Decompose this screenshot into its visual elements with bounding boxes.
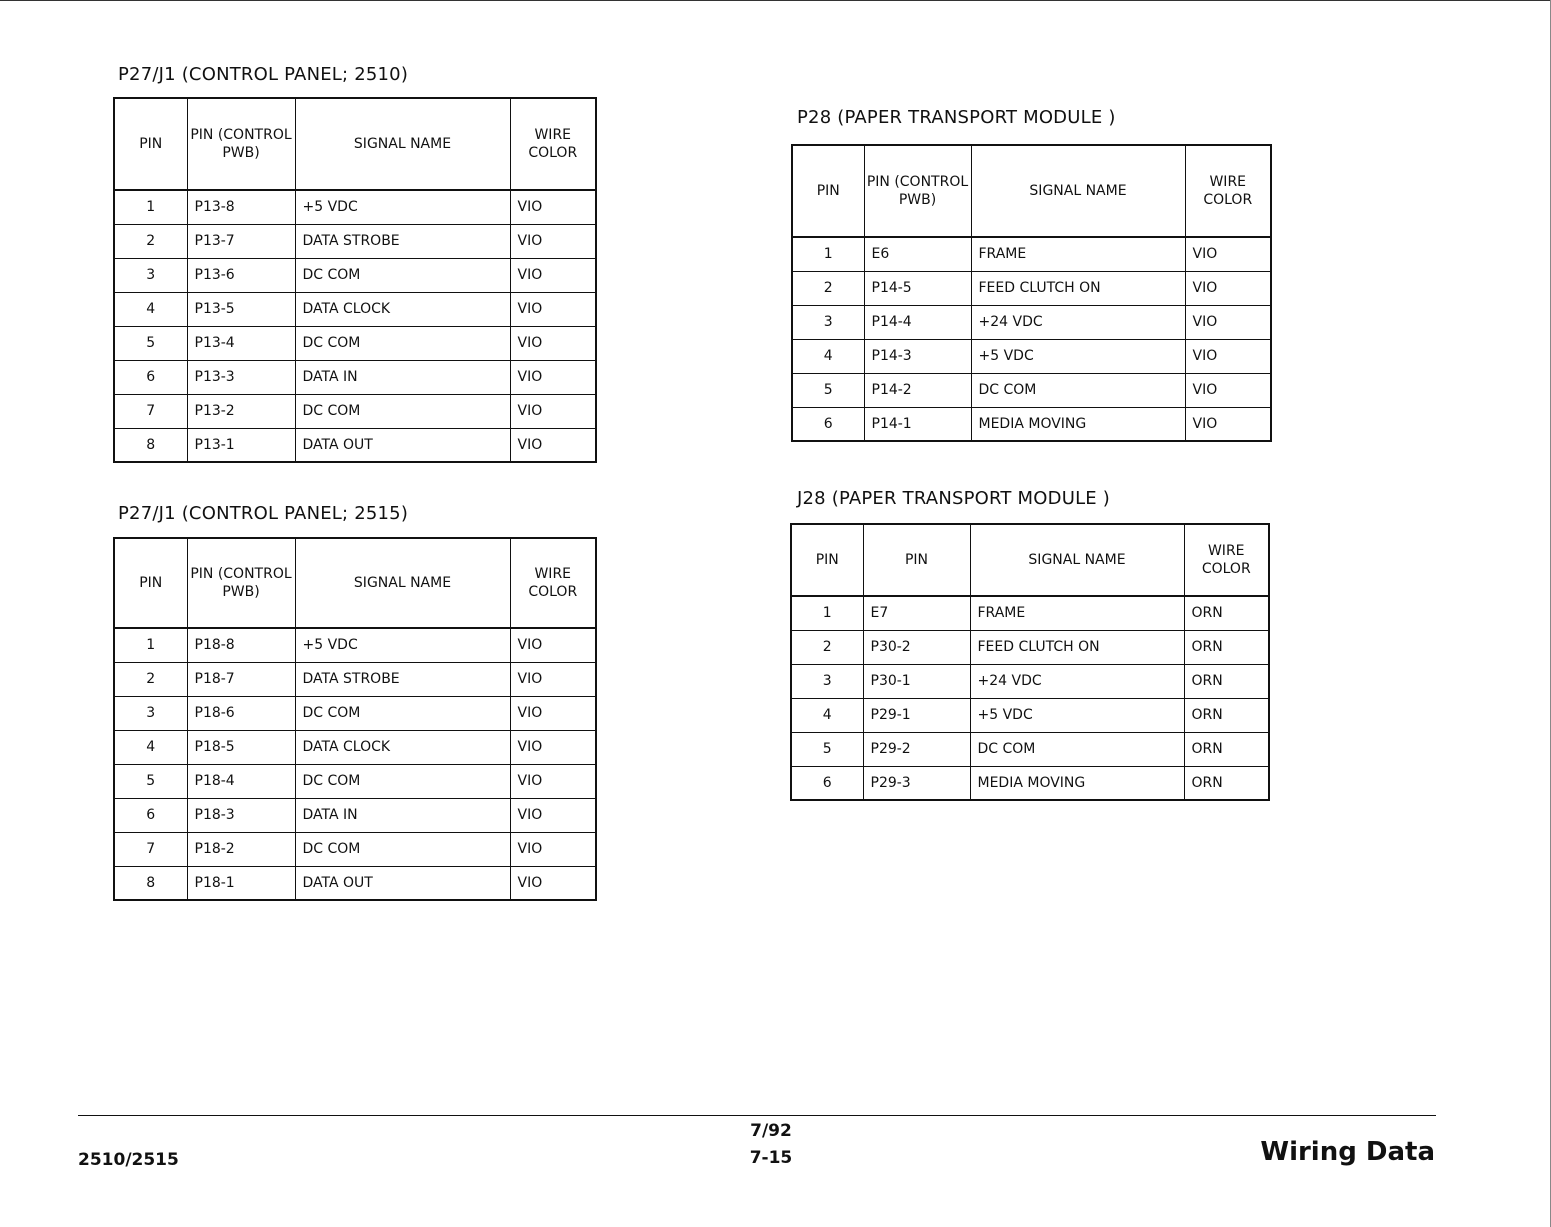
control-pin-cell: P13-3 xyxy=(187,360,295,394)
header-control-pin: PIN (CONTROL PWB) xyxy=(187,98,295,190)
control-pin-cell: P18-3 xyxy=(187,798,295,832)
wire-color-cell: VIO xyxy=(510,730,596,764)
header-signal-name: SIGNAL NAME xyxy=(971,145,1185,237)
pin-cell: 1 xyxy=(114,190,187,224)
header-wire-color: WIRE COLOR xyxy=(1185,145,1271,237)
header-wire-color: WIRE COLOR xyxy=(510,538,596,628)
pin-cell: 6 xyxy=(791,766,863,800)
control-pin-cell: P14-1 xyxy=(864,407,971,441)
wire-color-cell: ORN xyxy=(1184,630,1269,664)
header-signal-name: SIGNAL NAME xyxy=(295,538,510,628)
wire-color-cell: VIO xyxy=(510,866,596,900)
table-row xyxy=(792,373,1271,407)
pin-cell: 1 xyxy=(114,628,187,662)
control-pin-cell: P18-8 xyxy=(187,628,295,662)
control-pin-cell: P14-2 xyxy=(864,373,971,407)
pin-cell: 8 xyxy=(114,428,187,462)
table-row xyxy=(792,271,1271,305)
wire-color-cell: VIO xyxy=(510,326,596,360)
header-signal-name: SIGNAL NAME xyxy=(295,98,510,190)
wire-color-cell: VIO xyxy=(1185,339,1271,373)
wiring-table-j28 xyxy=(790,523,1270,801)
table-row xyxy=(114,764,596,798)
wire-color-cell: VIO xyxy=(1185,271,1271,305)
pin-cell: 4 xyxy=(114,292,187,326)
wire-color-cell: ORN xyxy=(1184,732,1269,766)
signal-name-cell: DATA CLOCK xyxy=(295,292,510,326)
table-row xyxy=(114,832,596,866)
wire-color-cell: ORN xyxy=(1184,698,1269,732)
table-row xyxy=(791,596,1269,630)
header-pin-2: PIN xyxy=(863,524,970,596)
control-pin-cell: P18-1 xyxy=(187,866,295,900)
signal-name-cell: DATA STROBE xyxy=(295,224,510,258)
signal-name-cell: DATA OUT xyxy=(295,428,510,462)
header-control-pin: PIN (CONTROL PWB) xyxy=(187,538,295,628)
control-pin-cell: P13-6 xyxy=(187,258,295,292)
table-row xyxy=(792,407,1271,441)
header-wire-color: WIRE COLOR xyxy=(510,98,596,190)
signal-name-cell: DATA IN xyxy=(295,798,510,832)
table-title-p27-2515: P27/J1 (CONTROL PANEL; 2515) xyxy=(118,503,409,524)
table-row xyxy=(114,866,596,900)
control-pin-cell: P14-5 xyxy=(864,271,971,305)
control-pin-cell: P18-6 xyxy=(187,696,295,730)
signal-name-cell: FRAME xyxy=(970,596,1184,630)
signal-name-cell: DC COM xyxy=(295,764,510,798)
control-pin-cell: P13-4 xyxy=(187,326,295,360)
wire-color-cell: ORN xyxy=(1184,766,1269,800)
footer-page-number: 7-15 xyxy=(749,1148,793,1168)
control-pin-cell: P29-2 xyxy=(863,732,970,766)
footer-date: 7/92 xyxy=(750,1121,792,1141)
pin-cell: 5 xyxy=(792,373,864,407)
signal-name-cell: DATA STROBE xyxy=(295,662,510,696)
table-row xyxy=(114,326,596,360)
table-row xyxy=(114,190,596,224)
control-pin-cell: P18-5 xyxy=(187,730,295,764)
wire-color-cell: VIO xyxy=(510,360,596,394)
pin-cell: 6 xyxy=(114,360,187,394)
pin-cell: 2 xyxy=(114,662,187,696)
signal-name-cell: +5 VDC xyxy=(970,698,1184,732)
footer-model-number: 2510/2515 xyxy=(78,1150,179,1170)
pin-cell: 5 xyxy=(791,732,863,766)
table-row xyxy=(114,394,596,428)
header-pin: PIN xyxy=(114,98,187,190)
table-row xyxy=(791,766,1269,800)
control-pin-cell: P18-7 xyxy=(187,662,295,696)
signal-name-cell: +5 VDC xyxy=(971,339,1185,373)
table-row xyxy=(114,428,596,462)
signal-name-cell: DC COM xyxy=(295,832,510,866)
pin-cell: 4 xyxy=(792,339,864,373)
wire-color-cell: VIO xyxy=(510,662,596,696)
pin-cell: 7 xyxy=(114,832,187,866)
pin-cell: 5 xyxy=(114,764,187,798)
wire-color-cell: VIO xyxy=(510,696,596,730)
wire-color-cell: ORN xyxy=(1184,596,1269,630)
wire-color-cell: VIO xyxy=(1185,373,1271,407)
signal-name-cell: +24 VDC xyxy=(971,305,1185,339)
pin-cell: 3 xyxy=(791,664,863,698)
pin-cell: 2 xyxy=(791,630,863,664)
pin-cell: 4 xyxy=(791,698,863,732)
table-row xyxy=(114,258,596,292)
table-row xyxy=(791,630,1269,664)
control-pin-cell: P29-1 xyxy=(863,698,970,732)
table-row xyxy=(114,628,596,662)
table-row xyxy=(114,292,596,326)
control-pin-cell: P13-8 xyxy=(187,190,295,224)
wire-color-cell: VIO xyxy=(510,394,596,428)
pin-cell: 2 xyxy=(114,224,187,258)
signal-name-cell: DATA IN xyxy=(295,360,510,394)
footer-rule xyxy=(78,1115,1436,1116)
pin-cell: 1 xyxy=(792,237,864,271)
wire-color-cell: VIO xyxy=(510,798,596,832)
signal-name-cell: FEED CLUTCH ON xyxy=(970,630,1184,664)
signal-name-cell: MEDIA MOVING xyxy=(970,766,1184,800)
wire-color-cell: VIO xyxy=(510,190,596,224)
control-pin-cell: P18-4 xyxy=(187,764,295,798)
table-row xyxy=(791,698,1269,732)
control-pin-cell: P13-7 xyxy=(187,224,295,258)
pin-cell: 3 xyxy=(792,305,864,339)
wire-color-cell: VIO xyxy=(510,628,596,662)
pin-cell: 4 xyxy=(114,730,187,764)
control-pin-cell: P30-1 xyxy=(863,664,970,698)
signal-name-cell: DATA OUT xyxy=(295,866,510,900)
control-pin-cell: E7 xyxy=(863,596,970,630)
control-pin-cell: P13-2 xyxy=(187,394,295,428)
table-row xyxy=(114,662,596,696)
wiring-table-p27-2515 xyxy=(113,537,597,901)
header-pin: PIN xyxy=(114,538,187,628)
wiring-table-p27-2510 xyxy=(113,97,597,463)
pin-cell: 7 xyxy=(114,394,187,428)
footer-section-title: Wiring Data xyxy=(1260,1137,1435,1167)
pin-cell: 3 xyxy=(114,258,187,292)
wire-color-cell: VIO xyxy=(510,224,596,258)
table-title-j28: J28 (PAPER TRANSPORT MODULE ) xyxy=(797,488,1111,509)
signal-name-cell: MEDIA MOVING xyxy=(971,407,1185,441)
table-title-p28: P28 (PAPER TRANSPORT MODULE ) xyxy=(797,107,1116,128)
wire-color-cell: VIO xyxy=(1185,407,1271,441)
signal-name-cell: DC COM xyxy=(971,373,1185,407)
table-row xyxy=(791,732,1269,766)
table-row xyxy=(114,360,596,394)
control-pin-cell: P29-3 xyxy=(863,766,970,800)
signal-name-cell: FRAME xyxy=(971,237,1185,271)
control-pin-cell: P14-3 xyxy=(864,339,971,373)
table-row xyxy=(114,696,596,730)
wire-color-cell: VIO xyxy=(510,832,596,866)
table-row xyxy=(114,730,596,764)
signal-name-cell: DC COM xyxy=(295,258,510,292)
table-row xyxy=(791,664,1269,698)
control-pin-cell: P13-1 xyxy=(187,428,295,462)
pin-cell: 6 xyxy=(792,407,864,441)
header-wire-color: WIRE COLOR xyxy=(1184,524,1269,596)
table-row xyxy=(114,224,596,258)
wire-color-cell: VIO xyxy=(1185,305,1271,339)
table-title-p27-2510: P27/J1 (CONTROL PANEL; 2510) xyxy=(118,64,409,85)
wire-color-cell: VIO xyxy=(510,428,596,462)
pin-cell: 8 xyxy=(114,866,187,900)
signal-name-cell: DATA CLOCK xyxy=(295,730,510,764)
wiring-table-p28 xyxy=(791,144,1272,442)
signal-name-cell: DC COM xyxy=(295,326,510,360)
header-pin: PIN xyxy=(792,145,864,237)
table-row xyxy=(792,237,1271,271)
signal-name-cell: FEED CLUTCH ON xyxy=(971,271,1185,305)
signal-name-cell: +5 VDC xyxy=(295,190,510,224)
table-row xyxy=(114,798,596,832)
control-pin-cell: P13-5 xyxy=(187,292,295,326)
signal-name-cell: DC COM xyxy=(970,732,1184,766)
pin-cell: 5 xyxy=(114,326,187,360)
control-pin-cell: P18-2 xyxy=(187,832,295,866)
header-control-pin: PIN (CONTROL PWB) xyxy=(864,145,971,237)
pin-cell: 3 xyxy=(114,696,187,730)
signal-name-cell: +24 VDC xyxy=(970,664,1184,698)
signal-name-cell: DC COM xyxy=(295,394,510,428)
pin-cell: 6 xyxy=(114,798,187,832)
control-pin-cell: E6 xyxy=(864,237,971,271)
wire-color-cell: VIO xyxy=(510,764,596,798)
wire-color-cell: ORN xyxy=(1184,664,1269,698)
wire-color-cell: VIO xyxy=(510,258,596,292)
pin-cell: 2 xyxy=(792,271,864,305)
signal-name-cell: DC COM xyxy=(295,696,510,730)
wire-color-cell: VIO xyxy=(1185,237,1271,271)
header-signal-name: SIGNAL NAME xyxy=(970,524,1184,596)
control-pin-cell: P14-4 xyxy=(864,305,971,339)
control-pin-cell: P30-2 xyxy=(863,630,970,664)
table-row xyxy=(792,305,1271,339)
table-row xyxy=(792,339,1271,373)
wire-color-cell: VIO xyxy=(510,292,596,326)
page-top-border xyxy=(0,0,1551,1)
signal-name-cell: +5 VDC xyxy=(295,628,510,662)
header-pin: PIN xyxy=(791,524,863,596)
pin-cell: 1 xyxy=(791,596,863,630)
